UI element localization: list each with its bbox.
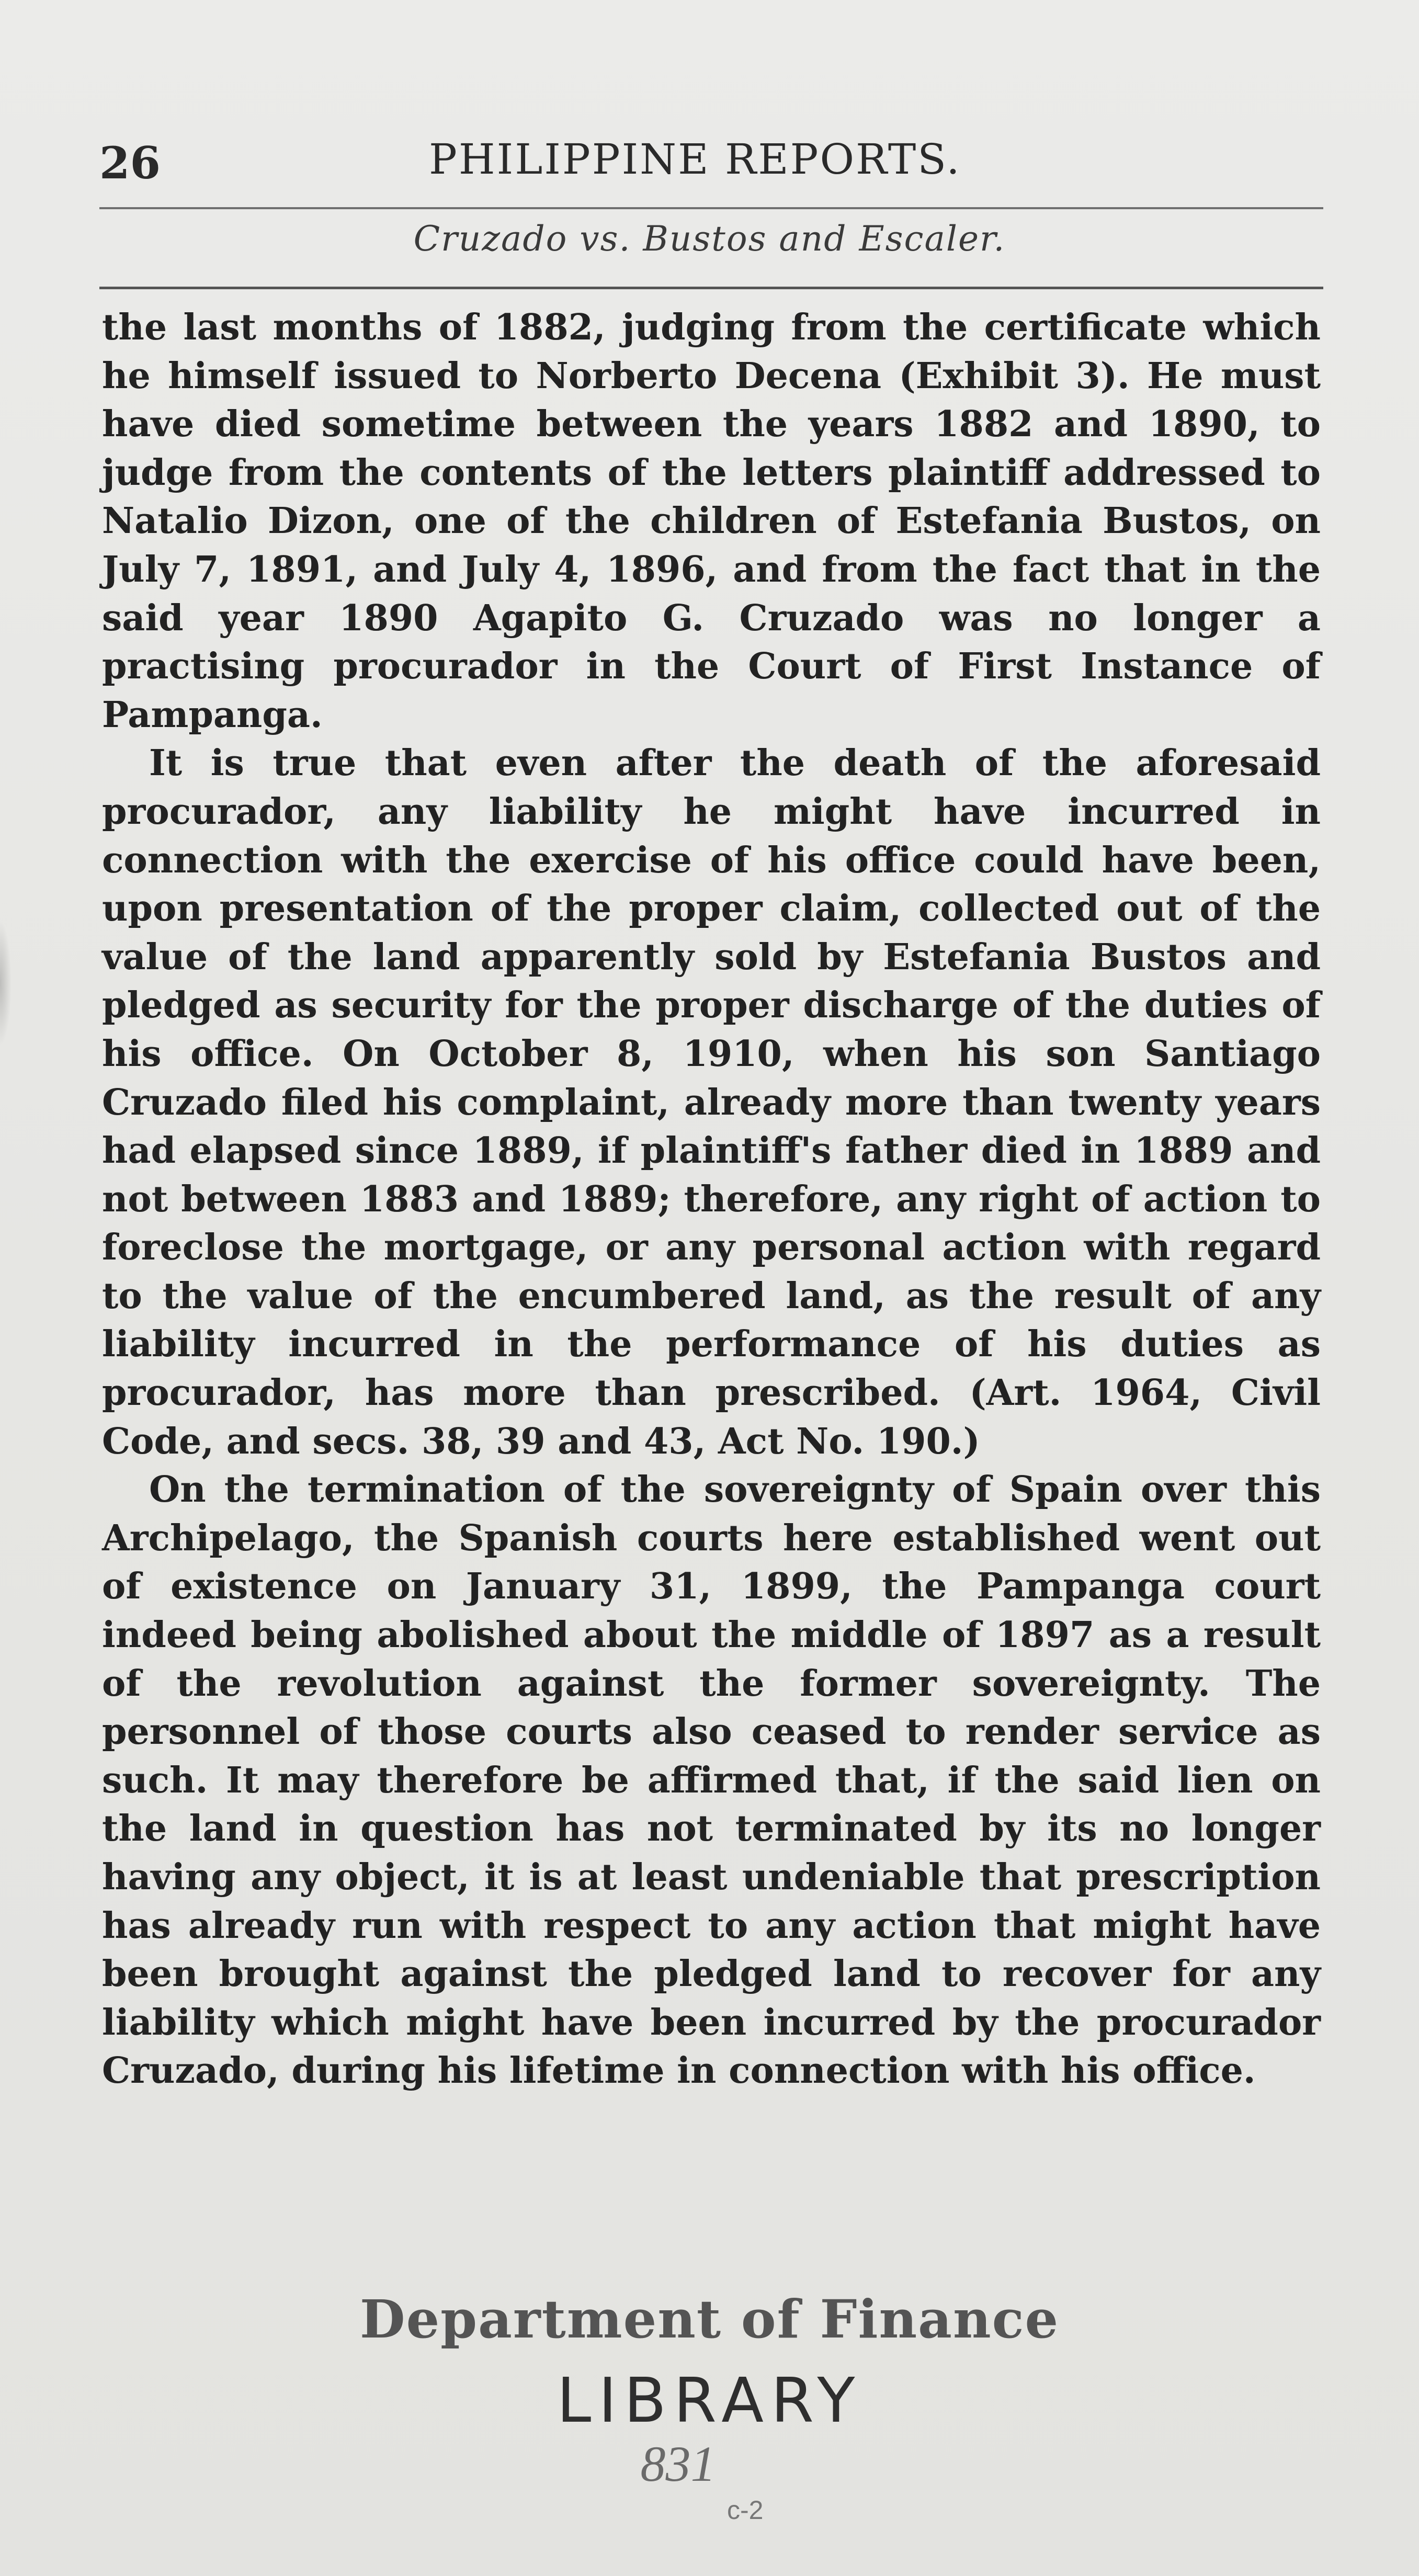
library-stamp-number: 831 bbox=[640, 2436, 716, 2492]
running-head: PHILIPPINE REPORTS. bbox=[429, 135, 961, 184]
case-title: Cruzado vs. Bustos and Escaler. bbox=[413, 219, 1006, 259]
paragraph-2: It is true that even after the death of the aforesaid procurador, any liability he might have incurred in connection with the exercise of his office could have been, upon presentation of the proper claim, collected out of the value of the land apparently sold by Estefania Bustos and pledged as security for the proper discharge of the duties of his office. On October 8, 1910, when his son Santiago Cruzado filed his complaint, already more than twenty years had elapsed since 1889, if plaintiff's father died in 1889 and not between 1883 and 1889; therefore, any right of action to foreclose the mortgage, or any personal action with regard to the value of the encumbered land, as the result of any liability incurred in the performance of his duties as procurador, has more than prescribed. (Art. 1964, Civil Code, and secs. 38, 39 and 43, Act No. 190.) bbox=[102, 742, 1321, 1462]
header-rule-bottom bbox=[99, 287, 1323, 289]
scan-edge-shadow bbox=[0, 921, 12, 1046]
body-text bbox=[102, 303, 1321, 2095]
header-rule-top bbox=[99, 207, 1323, 209]
page-number: 26 bbox=[99, 137, 161, 189]
library-stamp-subnumber: c-2 bbox=[727, 2495, 764, 2525]
paragraph-3: On the termination of the sovereignty of Spain over this Archipelago, the Spanish courts here established went out of existence on January 31, 1899, the Pampanga court indeed being abolished about the middle of 1897 as a result of the revolution against the former sovereignty. The personnel of those courts also ceased to render service as such. It may therefore be affirmed that, if the said lien on the land in question has not terminated by its no longer having any object, it is at least undeniable that prescription has already run with respect to any action that might have been brought against the pledged land to recover for any liability which might have been incurred by the procurador Cruzado, during his lifetime in connection with his office. bbox=[102, 1469, 1321, 2092]
paragraph-1: the last months of 1882, judging from the certificate which he himself issued to Norberto Decena (Exhibit 3). He must have died sometime between the years 1882 and 1890, to judge from the contents of the letters plaintiff addressed to Natalio Dizon, one of the children of Estefania Bustos, on July 7, 1891, and July 4, 1896, and from the fact that in the said year 1890 Agapito G. Cruzado was no longer a practising procurador in the Court of First Instance of Pampanga. bbox=[102, 307, 1321, 736]
library-stamp-department: Department of Finance bbox=[359, 2288, 1060, 2350]
library-stamp-title: LIBRARY bbox=[557, 2364, 862, 2436]
